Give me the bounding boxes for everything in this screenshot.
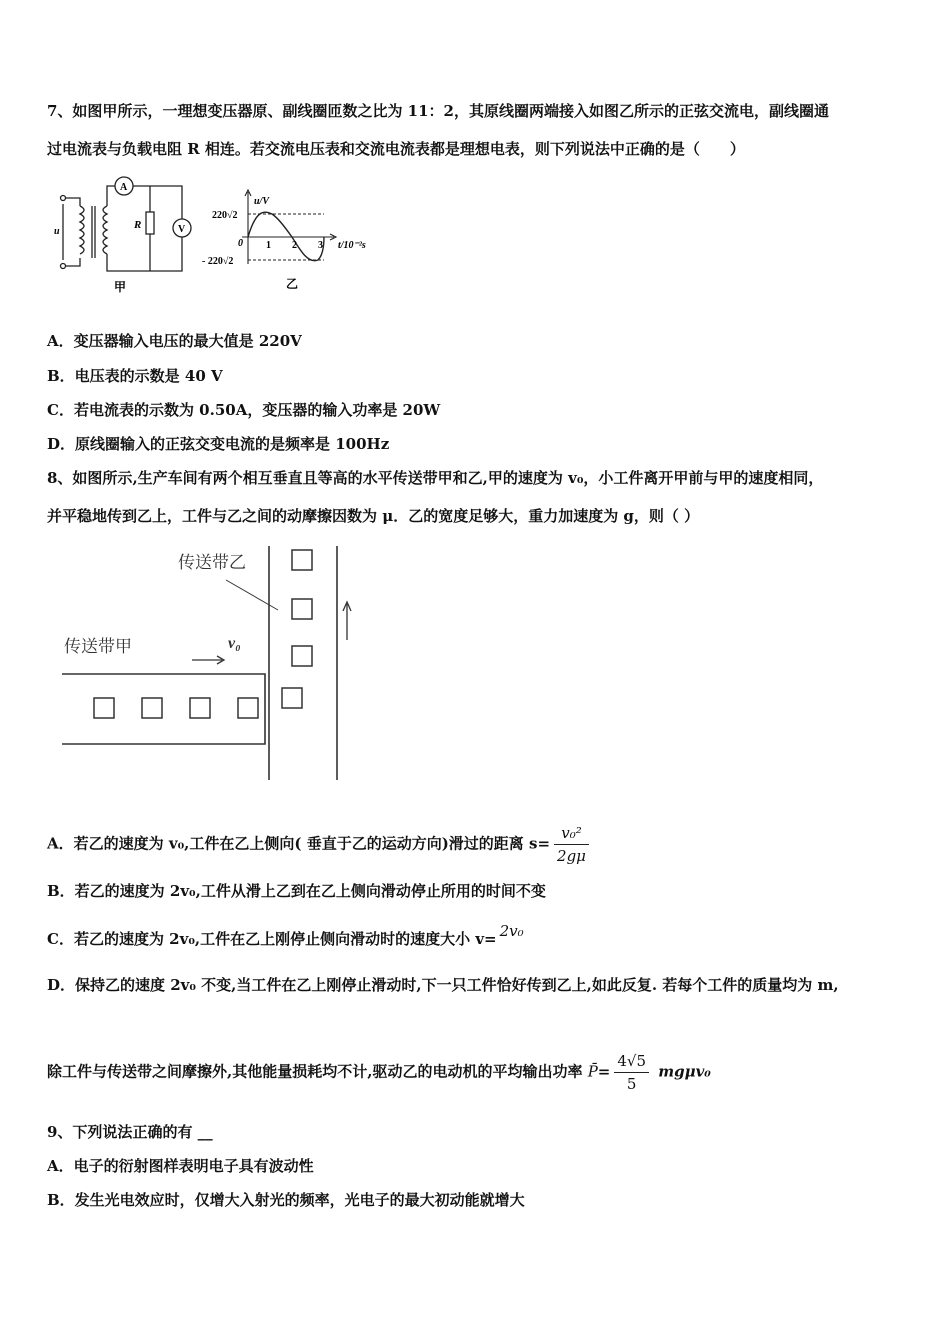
q8-option-d-tail: mgμv₀	[658, 1062, 711, 1081]
q8-option-d-eq: =	[597, 1062, 611, 1081]
q7-y-max: 220√2	[212, 210, 238, 221]
q7-voltmeter-label: V	[178, 224, 186, 235]
q8-option-d-text: 除工件与传送带之间摩擦外,其他能量损耗均不计,驱动乙的电动机的平均输出功率	[47, 1062, 583, 1081]
q7-tick-2: 2	[292, 240, 297, 251]
q8-belt-a-label: 传送带甲	[64, 637, 132, 656]
q8-option-a-denominator: 2gμ	[557, 847, 586, 865]
q9-option-a: A．电子的衍射图样表明电子具有波动性	[47, 1157, 314, 1175]
q8-belt-b-label: 传送带乙	[178, 553, 246, 572]
q8-stem-line2: 并平稳地传到乙上，工件与乙之间的动摩擦因数为 μ．乙的宽度足够大，重力加速度为 g，则（ ）	[47, 507, 700, 525]
q7-label-jia: 甲	[114, 280, 127, 294]
q8-option-d-line2	[47, 1050, 711, 1095]
q7-ammeter-label: A	[120, 182, 128, 193]
q8-option-d-p: P̄	[587, 1062, 598, 1081]
q7-stem-line1: 7、如图甲所示，一理想变压器原、副线圈匝数之比为 11：2，其原线圈两端接入如图乙所示的正弦交流电，副线圈通	[47, 102, 829, 120]
q7-option-b: B．电压表的示数是 40 V	[47, 367, 223, 385]
q7-option-d: D．原线圈输入的正弦交变电流的是频率是 100Hz	[47, 435, 390, 453]
q8-option-a-fraction	[554, 822, 589, 867]
q7-y-min: - 220√2	[202, 256, 234, 267]
q9-option-b: B．发生光电效应时，仅增大入射光的频率，光电子的最大初动能就增大	[47, 1191, 525, 1209]
q7-figure	[52, 176, 382, 298]
q8-option-c-value: 2v₀	[499, 922, 524, 940]
q8-option-d-fraction	[614, 1050, 649, 1095]
q7-stem-line2: 过电流表与负载电阻 R 相连。若交流电压表和交流电流表都是理想电表，则下列说法中正确的是（ ）	[47, 140, 745, 158]
q8-option-c	[47, 922, 524, 950]
q8-option-a	[47, 822, 593, 867]
q8-stem-line1: 8、如图所示,生产车间有两个相互垂直且等高的水平传送带甲和乙,甲的速度为 v₀，小工件离开甲前与甲的速度相同，	[47, 469, 824, 487]
q7-label-yi: 乙	[286, 277, 299, 291]
q8-option-d-denominator: 5	[626, 1075, 637, 1093]
q8-conveyor-figure	[58, 540, 358, 784]
q8-option-d-numerator: 4√5	[614, 1050, 649, 1073]
q8-option-a-text: A．若乙的速度为 v₀,工件在乙上侧向( 垂直于乙的运动方向)滑过的距离 s=	[47, 834, 551, 853]
q8-option-a-numerator: v₀²	[554, 822, 589, 845]
q7-r-label: R	[134, 219, 142, 231]
q7-option-c: C．若电流表的示数为 0.50A，变压器的输入功率是 20W	[47, 401, 441, 419]
q8-option-b: B．若乙的速度为 2v₀,工件从滑上乙到在乙上侧向滑动停止所用的时间不变	[47, 882, 546, 900]
q8-option-c-text: C．若乙的速度为 2v₀,工件在乙上刚停止侧向滑动时的速度大小 v=	[47, 930, 497, 948]
q7-axis-x: t/10⁻²s	[338, 240, 366, 251]
q7-tick-1: 1	[266, 240, 271, 251]
q7-axis-y: u/V	[254, 196, 270, 207]
q7-option-a: A．变压器输入电压的最大值是 220V	[47, 332, 302, 350]
q9-stem: 9、下列说法正确的有 __	[47, 1123, 213, 1141]
q7-tick-3: 3	[318, 240, 323, 251]
q8-v0-label: v₀	[228, 635, 241, 652]
q7-u-label: u	[54, 226, 60, 237]
workpieces	[94, 550, 312, 718]
q7-origin: 0	[238, 238, 243, 249]
q8-option-d-line1: D．保持乙的速度 2v₀ 不变,当工件在乙上刚停止滑动时,下一只工件恰好传到乙上,如此反复. 若每个工件的质量均为 m,	[47, 976, 839, 994]
